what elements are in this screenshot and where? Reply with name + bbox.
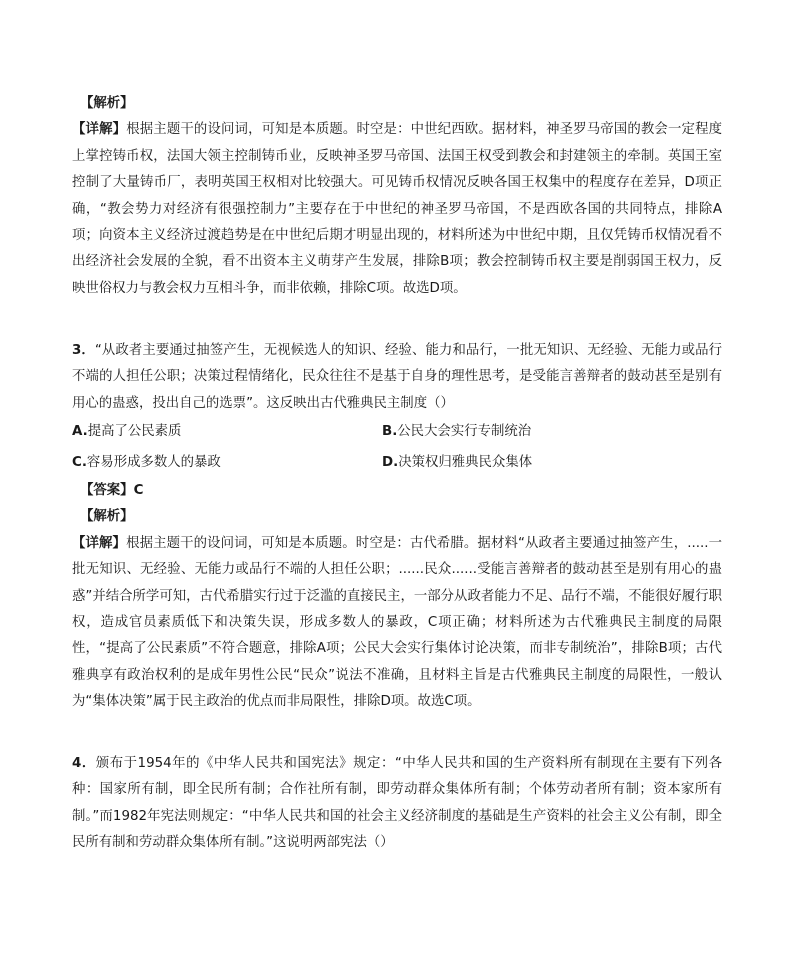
question-4-number: 4． — [72, 756, 96, 771]
option-c[interactable]: C.容易形成多数人的暴政 — [72, 455, 221, 470]
q3-detail-text: 根据主题干的设问词，可知是本质题。时空是：古代希腊。据材料“从政者主要通过抽签产生，.....一批无知识、无经验、无能力或品行不端的人担任公职；......民众......受能言善辩者的鼓动甚至是别有用心的蛊惑”并结合所学可知，古代希腊实行过于泛滥的直接民主，一部分从政者能力不足、品行不端，不能很好履行职权，造成官员素质低下和决策失误，形成多数人的暴政，C项正确；材料所述为古代雅典民主制度的局限性，“提高了公民素质”不符合题意，排除A项；公民大会实行集体讨论决策，而非专制统治”，排除B项；古代雅典享有政治权利的是成年男性公民“民众”说法不准确，且材料主旨是古代雅典民主制度的局限性，一般认为“集体决策”属于民主政治的优点而非局限性，排除D项。故选C项。 — [72, 535, 723, 710]
question-3-number: 3． — [72, 343, 95, 358]
prev-detail-text: 根据主题干的设问词，可知是本质题。时空是：中世纪西欧。据材料，神圣罗马帝国的教会一定程度上掌控铸币权，法国大领主控制铸币业，反映神圣罗马帝国、法国王权受到教会和封建领主的牵制。英国王室控制了大量铸币厂，表明英国王权相对比较强大。可见铸币权情况反映各国王权集中的程度存在差异，D项正确，“教会势力对经济有很强控制力”主要存在于中世纪的神圣罗马帝国，不是西欧各国的共同特点，排除A项；向资本主义经济过渡趋势是在中世纪后期才明显出现的，材料所述为中世纪中期，且仅凭铸币权情况看不出经济社会发展的全貌，看不出资本主义萌芽产生发展，排除B项；教会控制铸币权主要是削弱国王权力，反映世俗权力与教会权力互相斗争，而非依赖，排除C项。故选D项。 — [72, 122, 723, 296]
analysis-heading: 【解析】 — [80, 96, 134, 111]
question-4-stem — [72, 751, 722, 857]
options-row-1 — [72, 416, 722, 447]
question-3-text: “从政者主要通过抽签产生，无视候选人的知识、经验、能力和品行，一批无知识、无经验、无能力或品行不端的人担任公职；决策过程情绪化，民众往往不是基于自身的理性思考，是受能言善辩者的鼓动甚至是别有用心的蛊惑，投出自己的选票”。这反映出古代雅典民主制度（） — [72, 343, 722, 411]
detail-heading: 【详解】 — [72, 122, 127, 138]
question-3-options — [72, 416, 722, 478]
option-a[interactable]: A.提高了公民素质 — [72, 424, 182, 439]
prev-analysis-section — [72, 91, 722, 302]
analysis-heading-q3: 【解析】 — [80, 509, 134, 525]
prev-detail-paragraph — [72, 117, 722, 302]
options-row-2 — [72, 447, 722, 478]
question-3-stem — [72, 338, 722, 417]
answer-value: C — [133, 483, 144, 498]
option-b[interactable]: B.公民大会实行专制统治 — [382, 424, 532, 439]
answer-line — [72, 478, 722, 504]
option-d[interactable]: D.决策权归雅典民众集体 — [382, 455, 533, 470]
question-4-text: 颁布于1954年的《中华人民共和国宪法》规定：“中华人民共和国的生产资料所有制现在主要有下列各种：国家所有制，即全民所有制；合作社所有制，即劳动群众集体所有制；个体劳动者所有制；资本家所有制。”而1982年宪法则规定：“中华人民共和国的社会主义经济制度的基础是生产资料的社会主义公有制，即全民所有制和劳动群众集体所有制。”这说明两部宪法（） — [72, 756, 722, 851]
question-3-answer-section — [72, 478, 722, 716]
q3-detail-paragraph — [72, 531, 722, 716]
detail-heading-q3: 【详解】 — [72, 535, 127, 551]
answer-heading: 【答案】 — [80, 483, 134, 498]
